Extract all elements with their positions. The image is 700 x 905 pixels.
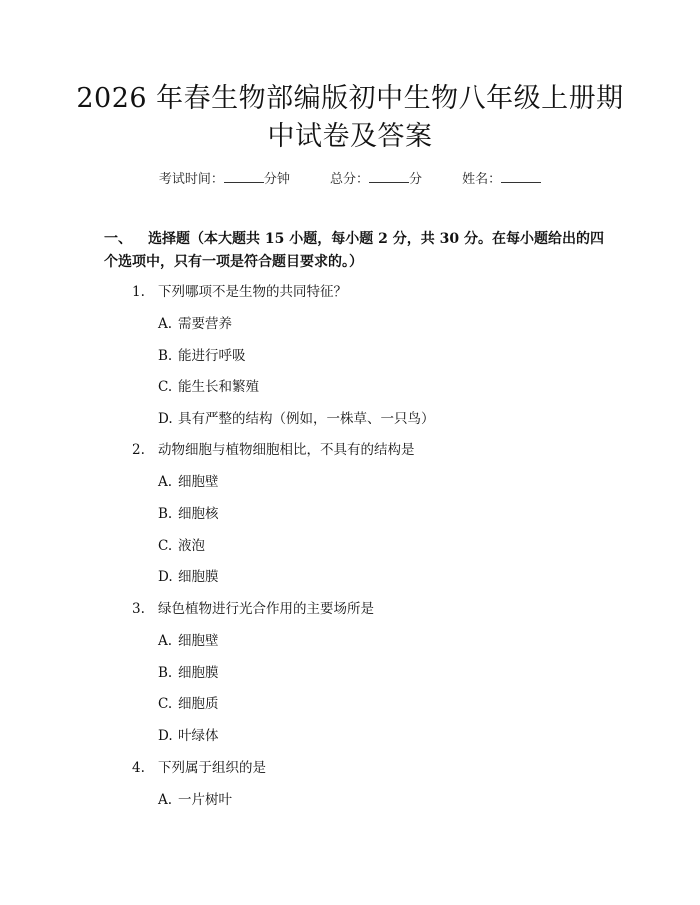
option-3c [158, 694, 219, 714]
exam-time-label: 考试时间： [158, 172, 224, 187]
option-label: B. [158, 665, 173, 681]
question-number: 1. [132, 284, 145, 300]
option-label: B. [158, 348, 173, 364]
total-score-label: 总分： [329, 172, 369, 187]
option-2b [158, 504, 219, 524]
option-text: 细胞壁 [178, 633, 219, 649]
exam-time-field [159, 172, 294, 187]
option-label: D. [158, 411, 173, 427]
exam-time-unit: 分钟 [263, 172, 290, 187]
question-number: 4. [132, 760, 145, 776]
total-score-field [330, 172, 426, 187]
section-instructions: 选择题（本大题共 15 小题，每小题 2 分，共 30 分。在每小题给出的四个选项中，只有一项是符合题目要求的。） [104, 231, 604, 270]
total-score-unit: 分 [409, 172, 423, 187]
option-1c [158, 377, 259, 397]
option-label: A. [158, 316, 173, 332]
option-text: 能进行呼吸 [178, 348, 246, 364]
question-1 [132, 282, 347, 302]
question-4 [132, 758, 266, 778]
option-text: 液泡 [178, 538, 205, 554]
option-label: C. [158, 696, 173, 712]
option-2a [158, 472, 219, 492]
option-label: D. [158, 569, 173, 585]
question-3 [132, 599, 374, 619]
option-label: C. [158, 538, 173, 554]
option-3a [158, 631, 219, 651]
total-score-blank[interactable] [369, 170, 409, 183]
option-label: B. [158, 506, 173, 522]
option-text: 细胞质 [178, 696, 219, 712]
option-2c [158, 536, 205, 556]
page-title-line-2: 中试卷及答案 [267, 121, 433, 152]
option-text: 需要营养 [178, 316, 232, 332]
option-text: 能生长和繁殖 [178, 379, 259, 395]
option-text: 细胞核 [178, 506, 219, 522]
name-label: 姓名： [462, 172, 502, 187]
question-text: 动物细胞与植物细胞相比，不具有的结构是 [158, 442, 415, 458]
option-3d [158, 726, 219, 746]
option-text: 一片树叶 [178, 792, 232, 808]
option-text: 具有严整的结构（例如，一株草、一只鸟） [178, 411, 435, 427]
section-number: 一、 [104, 231, 132, 247]
option-4a [158, 790, 232, 810]
question-text: 下列属于组织的是 [158, 760, 266, 776]
name-field [462, 172, 541, 187]
option-text: 细胞壁 [178, 474, 219, 490]
option-text: 细胞膜 [178, 665, 219, 681]
option-1a [158, 314, 232, 334]
question-number: 2. [132, 442, 145, 458]
option-1b [158, 346, 246, 366]
page-title-line-1: 2026 年春生物部编版初中生物八年级上册期 [76, 83, 624, 114]
option-text: 细胞膜 [178, 569, 219, 585]
exam-time-blank[interactable] [224, 170, 264, 183]
question-2 [132, 440, 415, 460]
option-label: A. [158, 792, 173, 808]
option-label: D. [158, 728, 173, 744]
question-number: 3. [132, 601, 145, 617]
question-text: 下列哪项不是生物的共同特征？ [158, 284, 347, 300]
option-3b [158, 663, 219, 683]
option-2d [158, 567, 219, 587]
option-label: A. [158, 474, 173, 490]
option-1d [158, 409, 435, 429]
option-label: A. [158, 633, 173, 649]
exam-info [0, 168, 700, 187]
option-text: 叶绿体 [178, 728, 219, 744]
name-blank[interactable] [501, 170, 541, 183]
question-text: 绿色植物进行光合作用的主要场所是 [158, 601, 374, 617]
section-heading [104, 228, 614, 274]
option-label: C. [158, 379, 173, 395]
